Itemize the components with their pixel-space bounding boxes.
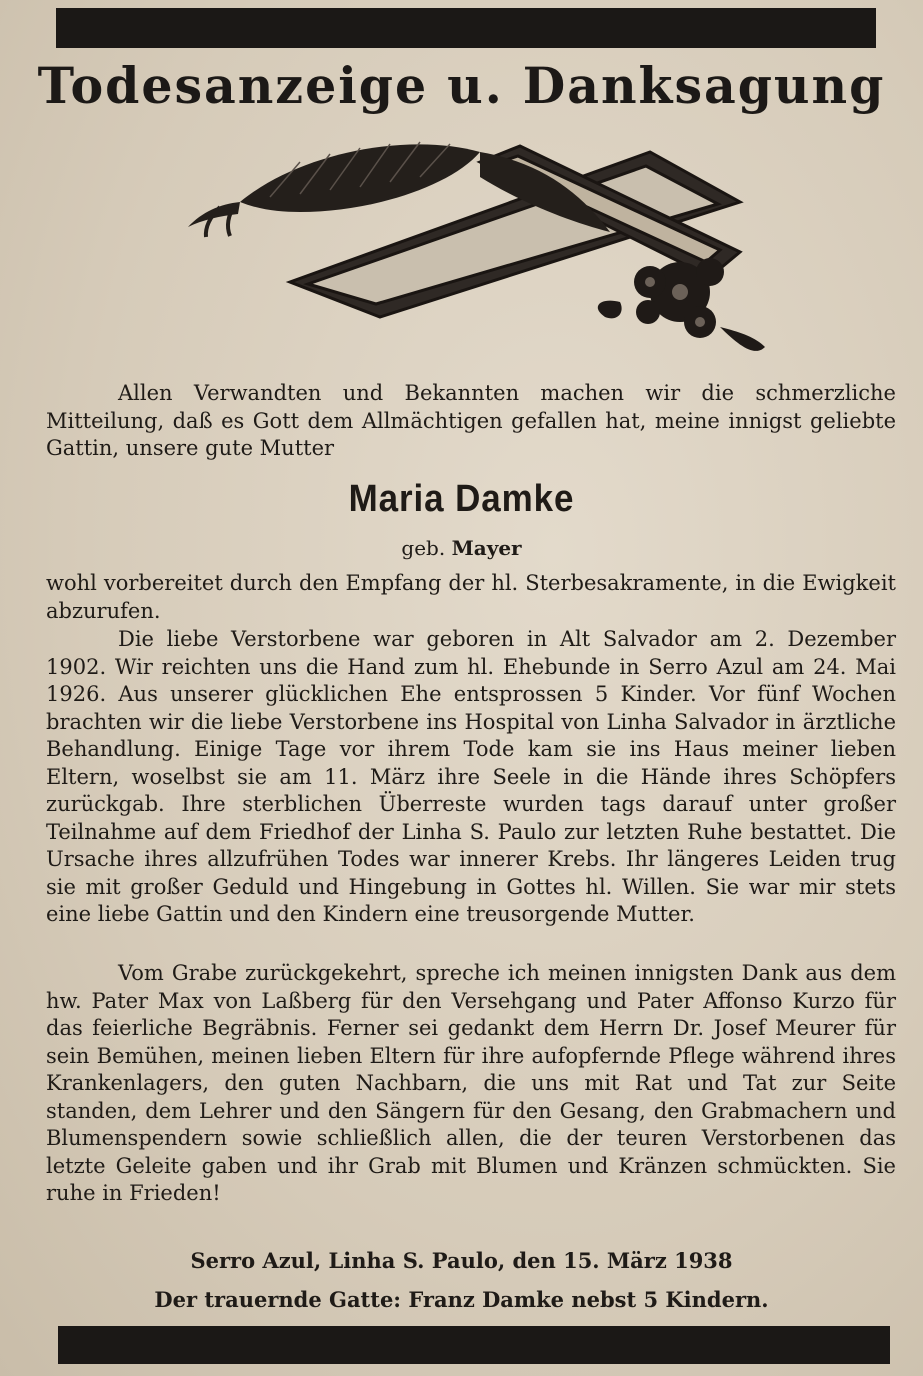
eternity-paragraph: wohl vorbereitet durch den Empfang der hl. Sterbesakramente, in die Ewigkeit abzurufen.	[46, 571, 896, 623]
birth-name-line	[0, 536, 923, 560]
thanks-text: Vom Grabe zurückgekehrt, spreche ich meinen innigsten Dank aus dem hw. Pater Max von Laßberg für den Versehgang und Pater Affonso Kurzo für das feierliche Begräbnis. Ferner sei gedankt dem Herrn Dr. Josef Meurer für sein Bemühen, meinen lieben Eltern für ihre aufopfernde Pflege während ihres Krankenlagers, den guten Nachbarn, die uns mit Rat und Tat zur Seite standen, dem Lehrer und den Sängern für den Gesang, den Grabmachern und Blumenspendern sowie schließlich allen, die der teuren Verstorbenen das letzte Geleite gaben und ihr Grab mit Blumen und Kränzen schmückten. Sie ruhe in Frieden!	[46, 961, 896, 1205]
palm-branch-cross-flowers-icon	[180, 132, 770, 372]
deceased-name: Maria Damke	[348, 478, 575, 520]
birth-name: Mayer	[451, 536, 522, 560]
birth-prefix: geb.	[401, 536, 446, 560]
biography-text: Die liebe Verstorbene war geboren in Alt Salvador am 2. Dezember 1902. Wir reichten uns die Hand zum hl. Ehebunde in Serro Azul am 24. Mai 1926. Aus unserer glücklichen Ehe entsprossen 5 Kinder. Vor fünf Wochen brachten wir die liebe Verstorbene ins Hospital von Linha Salvador in ärztliche Behandlung. Einige Tage vor ihrem Tode kam sie ins Haus meiner lieben Eltern, woselbst sie am 11. März ihre Seele in die Hände ihres Schöpfers zurückgab. Ihre sterblichen Überreste wurden tags darauf unter großer Teilnahme auf dem Friedhof der Linha S. Paulo zur letzten Ruhe bestattet. Die Ursache ihres allzufrühen Todes war innerer Krebs. Ihr längeres Leiden trug sie mit großer Geduld und Hingebung in Gottes hl. Willen. Sie war mir stets eine liebe Gattin und den Kindern eine treusorgende Mutter.	[46, 627, 896, 926]
biography-paragraph	[46, 626, 896, 929]
place-date-line: Serro Azul, Linha S. Paulo, den 15. März 1938	[190, 1248, 733, 1273]
intro-paragraph	[46, 380, 896, 463]
intro-text: Allen Verwandten und Bekannten machen wir die schmerzliche Mitteilung, daß es Gott dem Allmächtigen gefallen hat, meine innigst geliebte Gattin, unsere gute Mutter	[46, 381, 896, 460]
mourner-signature: Der trauernde Gatte: Franz Damke nebst 5 Kindern.	[154, 1287, 769, 1312]
notice-title: Todesanzeige u. Danksagung	[37, 56, 886, 115]
bottom-black-rule	[58, 1326, 890, 1364]
thanks-paragraph	[46, 960, 896, 1208]
top-black-rule	[56, 8, 876, 48]
